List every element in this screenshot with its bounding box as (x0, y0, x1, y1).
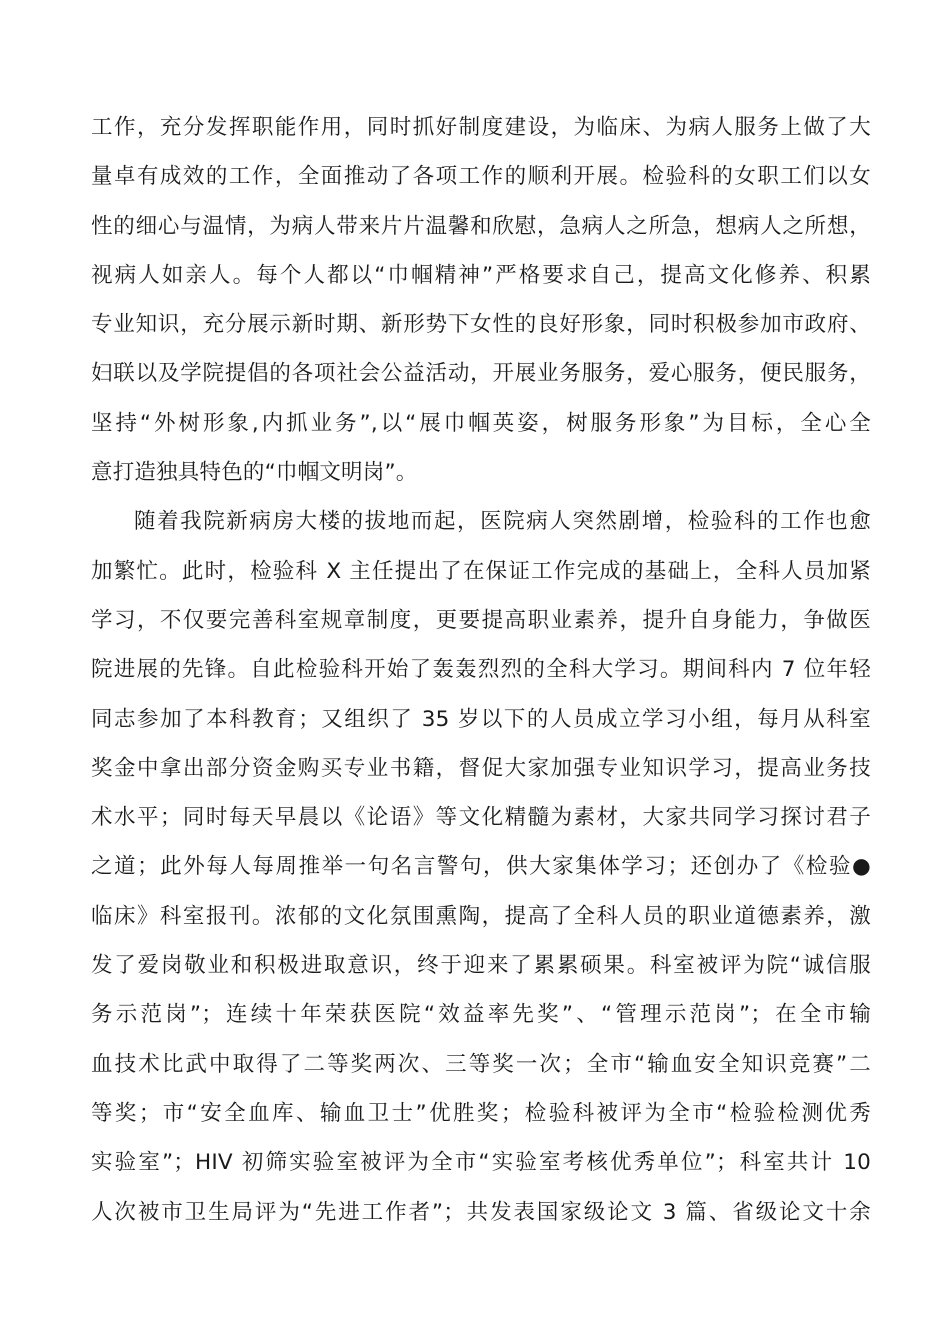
text-line: 发了爱岗敬业和积极进取意识，终于迎来了累累硕果。科室被评为院“诚信服 (91, 953, 871, 979)
text-line: 人次被市卫生局评为“先进工作者”；共发表国家级论文 3 篇、省级论文十余 (91, 1199, 871, 1225)
text-line: 等奖；市“安全血库、输血卫士”优胜奖；检验科被评为全市“检验检测优秀 (91, 1100, 871, 1126)
text-line: 实验室”；HIV 初筛实验室被评为全市“实验室考核优秀单位”；科室共计 10 (91, 1150, 871, 1176)
text-line: 术水平；同时每天早晨以《论语》等文化精髓为素材，大家共同学习探讨君子 (91, 805, 871, 831)
text-line: 量卓有成效的工作，全面推动了各项工作的顺利开展。检验科的女职工们以女 (91, 164, 871, 190)
text-line: 院进展的先锋。自此检验科开始了轰轰烈烈的全科大学习。期间科内 7 位年轻 (91, 657, 871, 683)
text-line: 妇联以及学院提倡的各项社会公益活动，开展业务服务，爱心服务，便民服务， (91, 361, 871, 387)
text-line: 临床》科室报刊。浓郁的文化氛围熏陶，提高了全科人员的职业道德素养，激 (91, 903, 871, 929)
text-line: 工作，充分发挥职能作用，同时抓好制度建设，为临床、为病人服务上做了大 (91, 115, 871, 140)
text-line: 随着我院新病房大楼的拔地而起，医院病人突然剧增，检验科的工作也愈 (134, 509, 871, 535)
text-line: 视病人如亲人。每个人都以“巾帼精神”严格要求自己，提高文化修养、积累 (91, 262, 871, 288)
text-line: 奖金中拿出部分资金购买专业书籍，督促大家加强专业知识学习，提高业务技 (91, 755, 871, 781)
text-line: 坚持“外树形象,内抓业务”,以“展巾帼英姿，树服务形象”为目标，全心全 (91, 410, 871, 436)
text-line: 性的细心与温情，为病人带来片片温馨和欣慰，急病人之所急，想病人之所想， (91, 213, 871, 239)
text-line: 之道；此外每人每周推举一句名言警句，供大家集体学习；还创办了《检验● (91, 854, 871, 880)
body-text (91, 103, 871, 1237)
text-line: 加繁忙。此时，检验科 X 主任提出了在保证工作完成的基础上，全科人员加紧 (91, 558, 871, 584)
text-line: 专业知识，充分展示新时期、新形势下女性的良好形象，同时积极参加市政府、 (91, 312, 871, 338)
text-line: 学习，不仅要完善科室规章制度，更要提高职业素养，提升自身能力，争做医 (91, 607, 871, 633)
text-line: 血技术比武中取得了二等奖两次、三等奖一次；全市“输血安全知识竞赛”二 (91, 1051, 871, 1077)
text-line: 务示范岗”；连续十年荣获医院“效益率先奖”、“管理示范岗”；在全市输 (91, 1002, 871, 1028)
text-line: 同志参加了本科教育；又组织了 35 岁以下的人员成立学习小组，每月从科室 (91, 706, 871, 732)
text-line: 意打造独具特色的“巾帼文明岗”。 (91, 460, 418, 486)
